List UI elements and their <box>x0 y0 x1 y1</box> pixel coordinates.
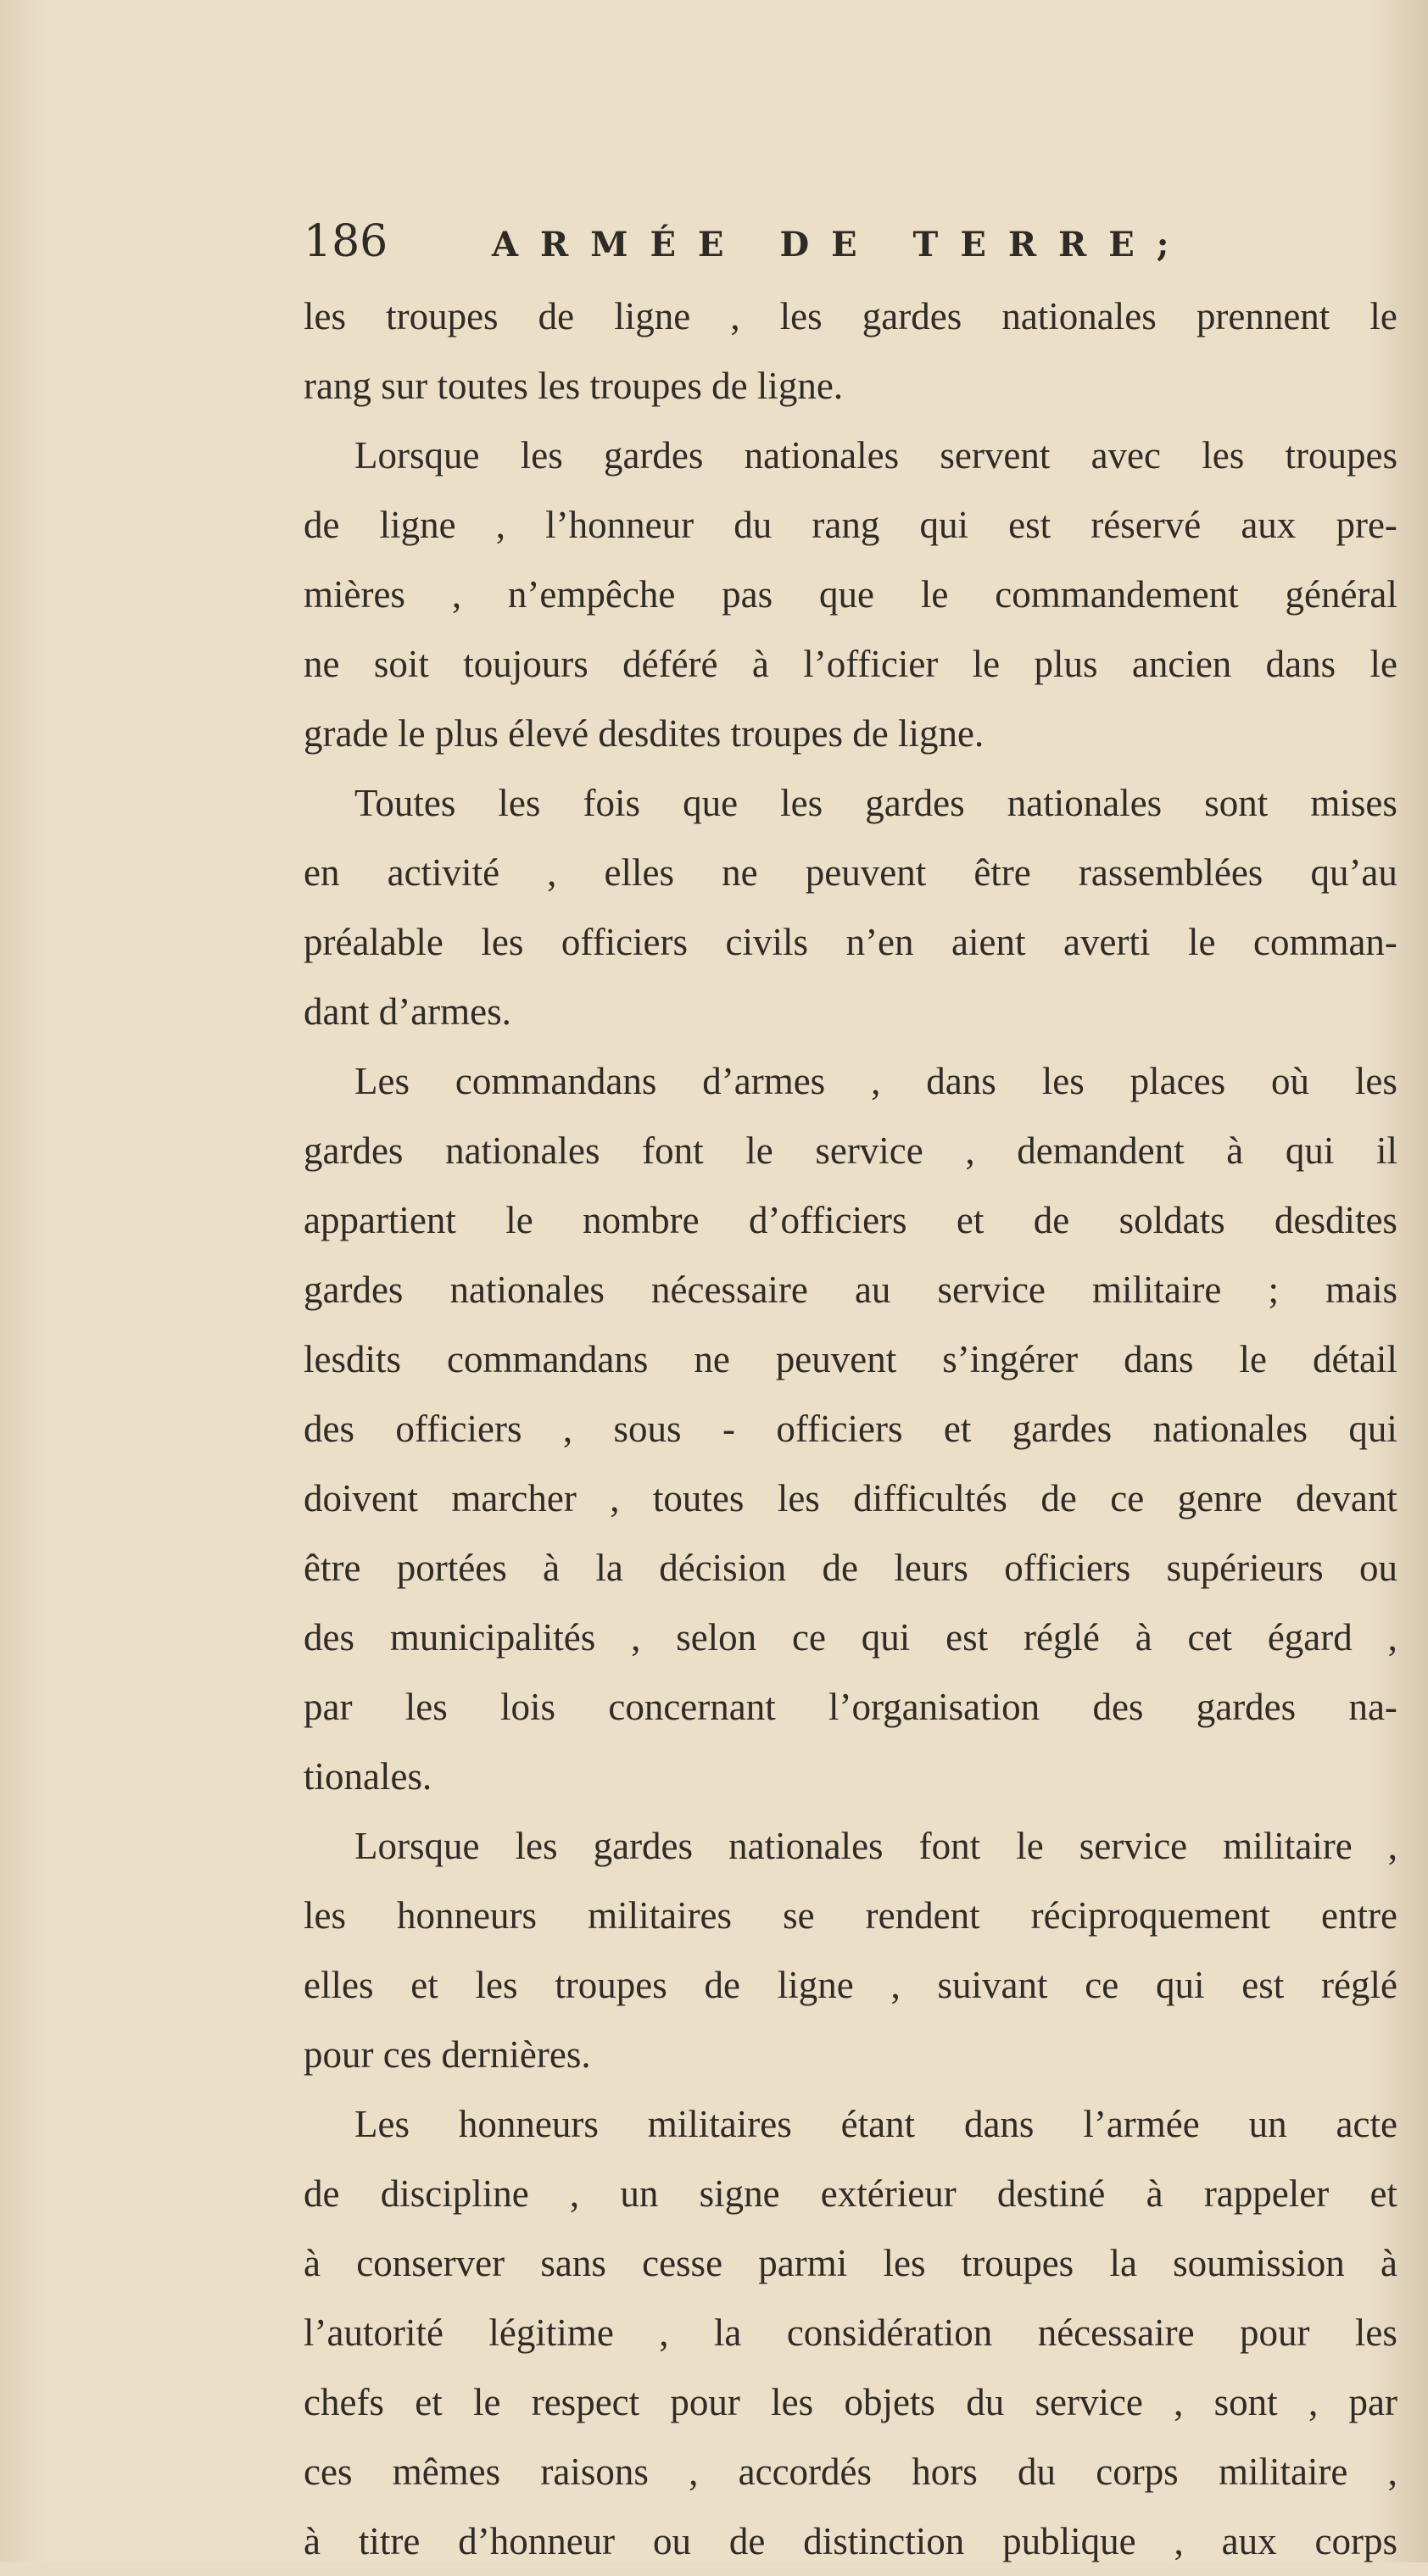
text-line: Toutes les fois que les gardes nationales sont mises <box>354 782 1397 824</box>
text-line: de ligne , l’honneur du rang qui est réservé aux pre- <box>304 504 1397 546</box>
body-text <box>304 282 1397 2576</box>
text-line: de discipline , un signe extérieur destiné à rappeler et <box>304 2172 1397 2215</box>
text-line: gardes nationales nécessaire au service militaire ; mais <box>304 1268 1397 1311</box>
text-line: tionales. <box>304 1755 432 1798</box>
text-line: Lorsque les gardes nationales font le service militaire , <box>354 1825 1397 1867</box>
text-line: mières , n’empêche pas que le commandement général <box>304 573 1397 616</box>
text-line: des officiers , sous - officiers et gardes nationales qui <box>304 1408 1397 1450</box>
text-line: Lorsque les gardes nationales servent avec les troupes <box>354 434 1397 477</box>
text-line: être portées à la décision de leurs officiers supérieurs ou <box>304 1547 1397 1589</box>
text-line: Les honneurs militaires étant dans l’armée un acte <box>354 2103 1397 2145</box>
text-line: dant d’armes. <box>304 990 511 1033</box>
running-head: ARMÉE DE TERRE; <box>492 225 1191 265</box>
text-line: Les commandans d’armes , dans les places où les <box>354 1060 1397 1102</box>
text-line: grade le plus élevé desdites troupes de ligne. <box>304 712 985 755</box>
text-line: ne soit toujours déféré à l’officier le plus ancien dans le <box>304 643 1397 685</box>
text-line: rang sur toutes les troupes de ligne. <box>304 365 844 407</box>
text-line: l’autorité légitime , la considération nécessaire pour les <box>304 2311 1397 2354</box>
text-line: pour ces dernières. <box>304 2033 591 2076</box>
text-line: appartient le nombre d’officiers et de soldats desdites <box>304 1199 1397 1241</box>
text-line: préalable les officiers civils n’en aient averti le comman- <box>304 921 1397 963</box>
page-header <box>304 212 1355 271</box>
text-line: doivent marcher , toutes les difficultés de ce genre devant <box>304 1477 1397 1519</box>
text-line: elles et les troupes de ligne , suivant ce qui est réglé <box>304 1964 1397 2006</box>
text-line: les troupes de ligne , les gardes nationales prennent le <box>304 295 1397 337</box>
text-line: à titre d’honneur ou de distinction publique , aux corps <box>304 2520 1397 2562</box>
text-line: ces mêmes raisons , accordés hors du corps militaire , <box>304 2451 1397 2493</box>
text-line: les honneurs militaires se rendent réciproquement entre <box>304 1894 1397 1937</box>
text-line: gardes nationales font le service , demandent à qui il <box>304 1129 1397 1172</box>
text-line: chefs et le respect pour les objets du service , sont , par <box>304 2381 1397 2423</box>
text-line: des municipalités , selon ce qui est réglé à cet égard , <box>304 1616 1397 1659</box>
text-line: à conserver sans cesse parmi les troupes la soumission à <box>304 2242 1397 2284</box>
text-line: par les lois concernant l’organisation des gardes na- <box>304 1686 1397 1728</box>
text-line: en activité , elles ne peuvent être rassemblées qu’au <box>304 851 1397 894</box>
page-number: 186 <box>304 216 388 267</box>
text-line: lesdits commandans ne peuvent s’ingérer dans le détail <box>304 1338 1397 1380</box>
